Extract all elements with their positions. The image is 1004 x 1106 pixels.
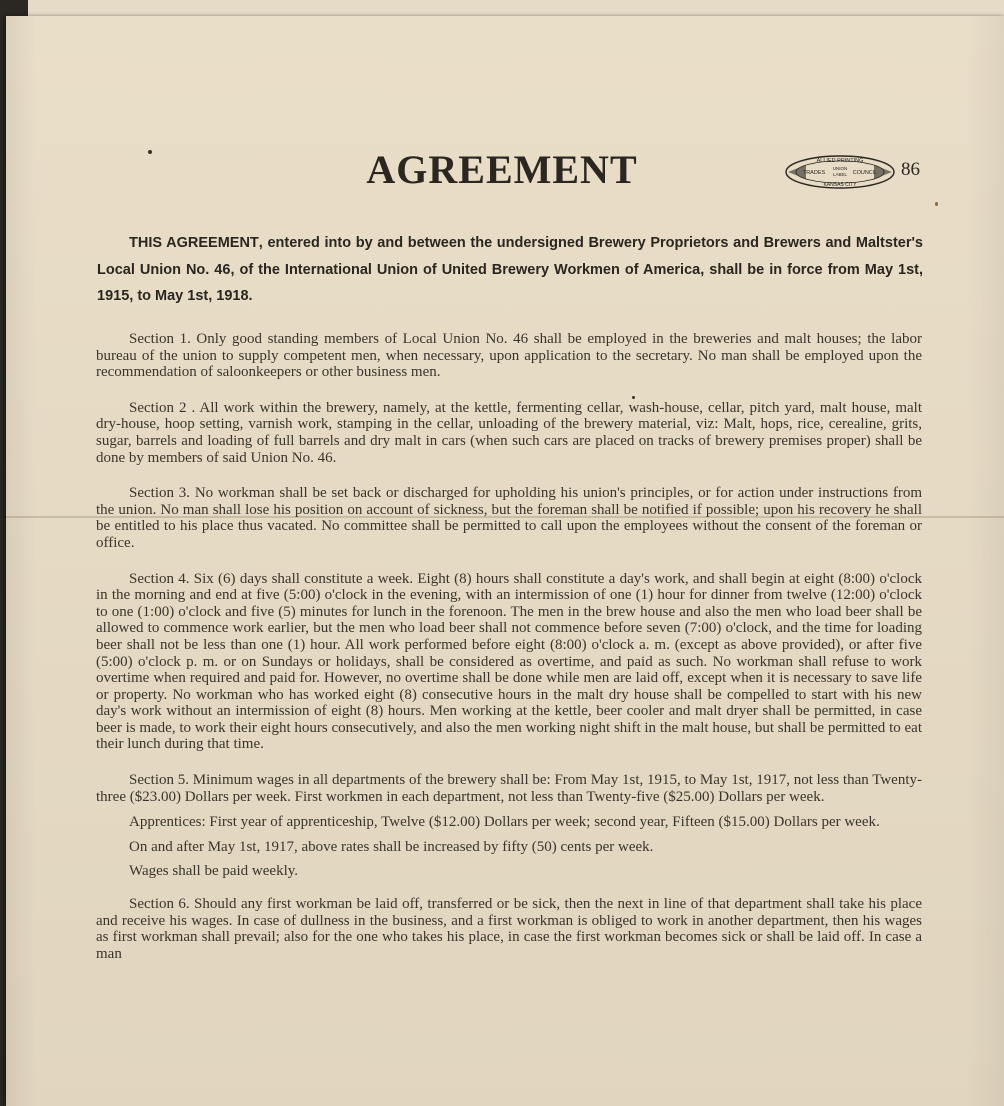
page-title: AGREEMENT (366, 147, 638, 192)
svg-text:KANSAS CITY: KANSAS CITY (823, 182, 857, 188)
weekly-pay-paragraph: Wages shall be paid weekly. (129, 863, 299, 880)
ink-spot (935, 202, 938, 206)
agreement-intro (97, 230, 923, 310)
wage-increase-paragraph: On and after May 1st, 1917, above rates shall be increased by fifty (50) cents per week. (129, 838, 654, 855)
svg-text:UNION: UNION (832, 166, 848, 171)
svg-text:LABEL: LABEL (832, 172, 848, 177)
agreement-sections (96, 331, 922, 981)
intro-bold-lead: THIS AGREEMENT (129, 235, 259, 251)
svg-text:ALLIED PRINTING: ALLIED PRINTING (816, 158, 864, 164)
union-label-number: 86 (901, 159, 920, 180)
apprentices-paragraph: Apprentices: First year of apprenticeship, Twelve ($12.00) Dollars per week; second year, Fifteen ($15.00) Dollars per week. (129, 814, 880, 831)
section-6: Section 6. Should any first workman be laid off, transferred or be sick, then the next in line of that department shall take his place and receive his wages. In case of dullness in the business, and a first workman is obliged to work in another department, then his wages as first workman shall prevail; also for the one who takes his place, in case the first workman becomes sick or shall be laid off. In case a man (96, 896, 922, 962)
union-label-seal (784, 154, 896, 190)
svg-text:COUNCIL: COUNCIL (852, 170, 878, 176)
section-3: Section 3. No workman shall be set back or discharged for upholding his union's principles, or for action under instructions from the union. No man shall lose his position on account of sickness, but the foreman shall be notified if possible; upon his recovery he shall be entitled to his place thus vacated. No committee shall be permitted to call upon the employees without the consent of the foreman or office. (96, 485, 922, 551)
section-5: Section 5. Minimum wages in all departments of the brewery shall be: From May 1st, 1915, to May 1st, 1917, not less than Twenty-three ($23.00) Dollars per week. First workmen in each department, not less than Twenty-five ($25.00) Dollars per week. (96, 772, 922, 805)
intro-text: , entered into by and between the undersigned Brewery Proprietors and Brewers and Maltster's Local Union No. 46, of the International Union of United Brewery Workmen of America, shall be in force from May 1st, 1915, to May 1st, 1918. (97, 235, 923, 304)
section-2: Section 2 . All work within the brewery, namely, at the kettle, fermenting cellar, wash-house, cellar, pitch yard, malt house, malt dry-house, hoop setting, varnish work, stamping in the cellar, unloading of the brewery material, viz: Malt, hops, rice, cerealine, grits, sugar, barrels and loading of full barrels and dry malt in cars (when such cars are placed on tracks of brewery premises proper) shall be done by members of said Union No. 46. (96, 399, 922, 466)
section-1: Section 1. Only good standing members of Local Union No. 46 shall be employed in the breweries and malt houses; the labor bureau of the union to supply competent men, when necessary, upon application to the secretary. No man shall be employed upon the recommendation of saloonkeepers or other business men. (96, 331, 922, 381)
section-4: Section 4. Six (6) days shall constitute a week. Eight (8) hours shall constitute a day's work, and shall begin at eight (8:00) o'clock in the morning and end at five (5:00) o'clock in the evening, with an intermission of one (1) hour for dinner from twelve (12:00) o'clock to one (1:00) o'clock and five (5) minutes for lunch in the forenoon. The men in the brew house and also the men who load beer shall be allowed to commence work earlier, but the men who load beer shall not commence before seven (7:00) o'clock, and the time for loading beer shall not be less than one (1) hour. All work performed before eight (8:00) o'clock a. m. (except as above provided), or after five (5:00) o'clock p. m. or on Sundays or holidays, shall be considered as overtime, and paid as such. No workman shall refuse to work overtime when required and paid for. However, no overtime shall be done while men are laid off, except when it is necessary to save life or property. No workman who has worked eight (8) consecutive hours in the malt dry house shall be compelled to start with his new day's work without an intermission of eight (8) hours. Men working at the kettle, beer cooler and malt dryer shall be permitted, in case beer is made, to work their eight hours consecutively, and also the men working night shift in the malt house, but shall be permitted to eat their lunch during that time. (96, 570, 922, 753)
svg-text:TRADES: TRADES (802, 170, 826, 176)
